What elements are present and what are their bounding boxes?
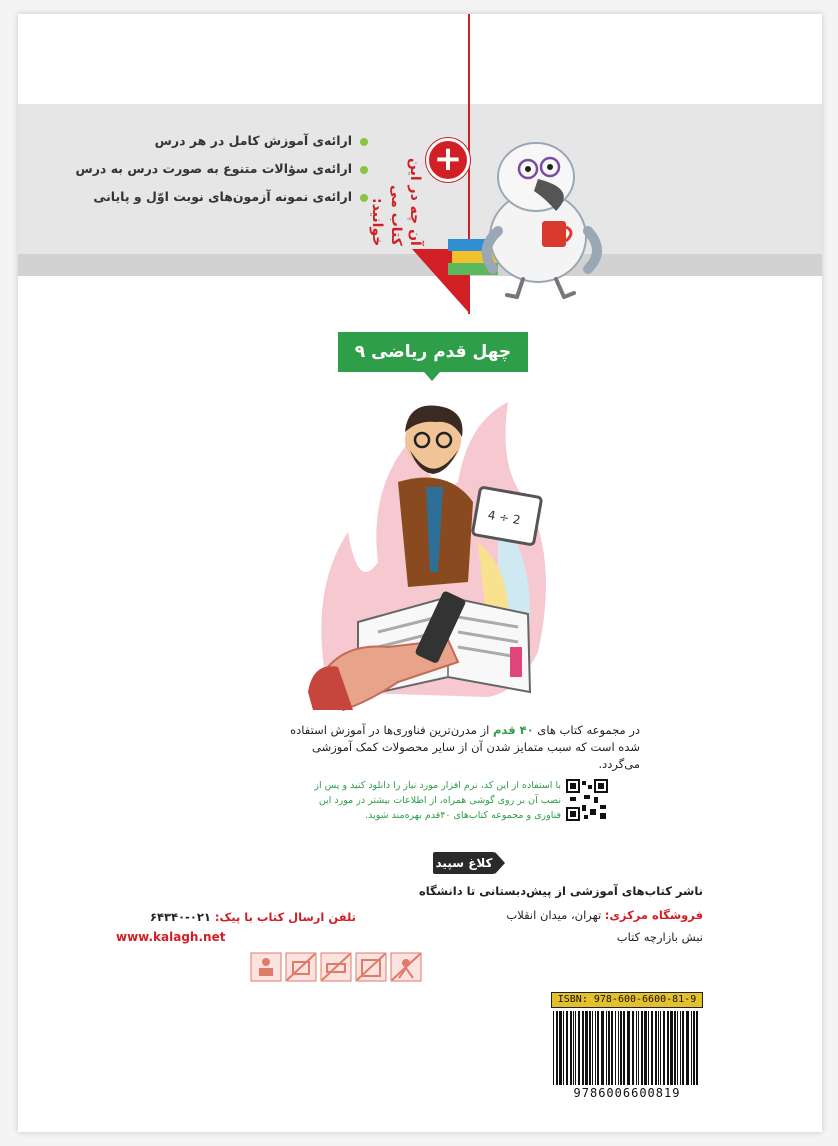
store-address-detail: نبش بازارچه کتاب (616, 930, 703, 944)
publisher-logo (433, 852, 513, 874)
feature-item: ارائه‌ی آموزش کامل در هر درس (98, 127, 368, 155)
website-link[interactable]: www.kalagh.net (116, 930, 226, 944)
isbn-label: ISBN: 978-600-6600-81-9 (551, 992, 703, 1008)
courier-phone: تلفن ارسال کتاب با پیک: ۰۲۱-۶۴۳۴۰ (149, 910, 356, 924)
highlight-40-steps: ۴۰ قدم (493, 723, 534, 737)
barcode-number: 9786006600819 (573, 1086, 681, 1100)
logo-arrow (495, 852, 505, 874)
bullet-dot-icon (360, 166, 368, 174)
teacher-illustration (298, 392, 568, 712)
svg-text:4 ÷ 2: 4 ÷ 2 (486, 507, 522, 528)
feature-item: ارائه‌ی نمونه آزمون‌های نوبت اوّل و پایانی (98, 183, 368, 211)
plus-icon: + (426, 138, 470, 182)
book-title-box: چهل قدم ریاضی ۹ (338, 332, 528, 372)
reading-icon (251, 953, 281, 981)
no-photocopy-icon (286, 953, 316, 981)
book-back-cover (18, 14, 822, 1132)
copyright-warning-icons (250, 952, 425, 982)
qr-code-icon[interactable] (566, 779, 608, 821)
features-list (75, 127, 368, 211)
store-address: فروشگاه مرکزی: تهران، میدان انقلاب (506, 908, 703, 922)
feature-item: ارائه‌ی سؤالات متنوع به صورت درس به درس (98, 155, 368, 183)
app-note-text: با استفاده از این کد، نرم افزار مورد نیاز را دانلود کنید و پس از نصب آن بر روی گوشی همراه، از اطلاعات بیشتر در مورد این فناوری و مجموعه کتاب‌های ۴۰قدم بهره‌مند شوید. (314, 780, 561, 821)
title-box-pointer (424, 372, 440, 381)
no-scan-icon (321, 953, 351, 981)
crow-mascot-icon (438, 119, 618, 304)
bullet-dot-icon (360, 138, 368, 146)
publisher-tagline: ناشر کتاب‌های آموزشی از پیش‌دبستانی تا دانشگاه (418, 884, 703, 898)
no-distribution-icon (391, 953, 421, 981)
barcode (551, 1009, 703, 1087)
publisher-brand: کلاغ سپید (433, 852, 495, 874)
no-copy-book-icon (356, 953, 386, 981)
description-text: در مجموعه کتاب های ۴۰ قدم از مدرن‌ترین فناوری‌ها در آموزش استفاده شده است که سبب متمایز شدن آن از سایر محصولات کمک آموزشی می‌گردد. (290, 723, 640, 771)
contents-heading: آن چه در این کتاب می خوانید: (369, 158, 423, 246)
